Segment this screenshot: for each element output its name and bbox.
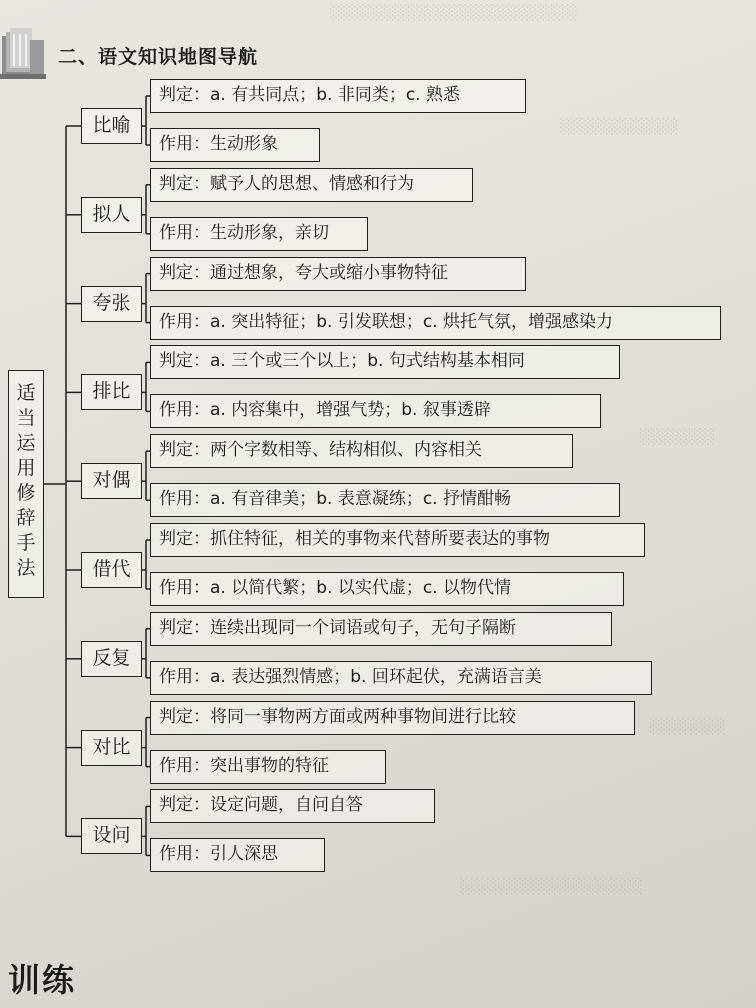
category-node: 对比 bbox=[81, 730, 142, 766]
effect-node: 作用：引人深思 bbox=[150, 838, 325, 872]
bleed-through-texture: ░░░░░░░░░░░░░░░░░░░░░░░ bbox=[330, 5, 578, 21]
judge-node: 判定：a. 有共同点；b. 非同类；c. 熟悉 bbox=[150, 79, 526, 113]
category-node: 比喻 bbox=[81, 108, 142, 144]
judge-node: 判定：通过想象，夸大或缩小事物特征 bbox=[150, 257, 526, 291]
judge-node: 判定：抓住特征，相关的事物来代替所要表达的事物 bbox=[150, 523, 645, 557]
category-node: 排比 bbox=[81, 374, 142, 410]
category-node: 借代 bbox=[81, 552, 142, 588]
root-node: 适当运用修辞手法 bbox=[8, 370, 44, 598]
section-heading: 二、语文知识地图导航 bbox=[58, 46, 259, 68]
category-node: 拟人 bbox=[81, 197, 142, 233]
effect-node: 作用：a. 有音律美；b. 表意凝练；c. 抒情酣畅 bbox=[150, 483, 620, 517]
category-node: 反复 bbox=[81, 641, 142, 677]
effect-node: 作用：突出事物的特征 bbox=[150, 750, 386, 784]
bleed-through-texture: ░░░░░░░ bbox=[640, 429, 716, 445]
footer-heading: 训练 bbox=[8, 961, 77, 999]
judge-node: 判定：a. 三个或三个以上；b. 句式结构基本相同 bbox=[150, 345, 620, 379]
effect-node: 作用：a. 突出特征；b. 引发联想；c. 烘托气氛，增强感染力 bbox=[150, 306, 721, 340]
judge-node: 判定：赋予人的思想、情感和行为 bbox=[150, 168, 473, 202]
category-node: 对偶 bbox=[81, 463, 142, 499]
judge-node: 判定：连续出现同一个词语或句子，无句子隔断 bbox=[150, 612, 612, 646]
effect-node: 作用：a. 内容集中，增强气势；b. 叙事透辟 bbox=[150, 394, 601, 428]
bleed-through-texture: ░░░░░░░░░░░░░░░░░ bbox=[460, 879, 644, 895]
effect-node: 作用：a. 以简代繁；b. 以实代虚；c. 以物代情 bbox=[150, 572, 624, 606]
category-node: 设问 bbox=[81, 818, 142, 854]
effect-node: 作用：生动形象 bbox=[150, 128, 320, 162]
bleed-through-texture: ░░░░░░░░░░░ bbox=[560, 119, 679, 135]
judge-node: 判定：设定问题，自问自答 bbox=[150, 789, 435, 823]
judge-node: 判定：两个字数相等、结构相似、内容相关 bbox=[150, 434, 573, 468]
effect-node: 作用：生动形象，亲切 bbox=[150, 217, 368, 251]
category-node: 夸张 bbox=[81, 286, 142, 322]
judge-node: 判定：将同一事物两方面或两种事物间进行比较 bbox=[150, 701, 635, 735]
bleed-through-texture: ░░░░░░░ bbox=[650, 719, 726, 735]
effect-node: 作用：a. 表达强烈情感；b. 回环起伏，充满语言美 bbox=[150, 661, 652, 695]
